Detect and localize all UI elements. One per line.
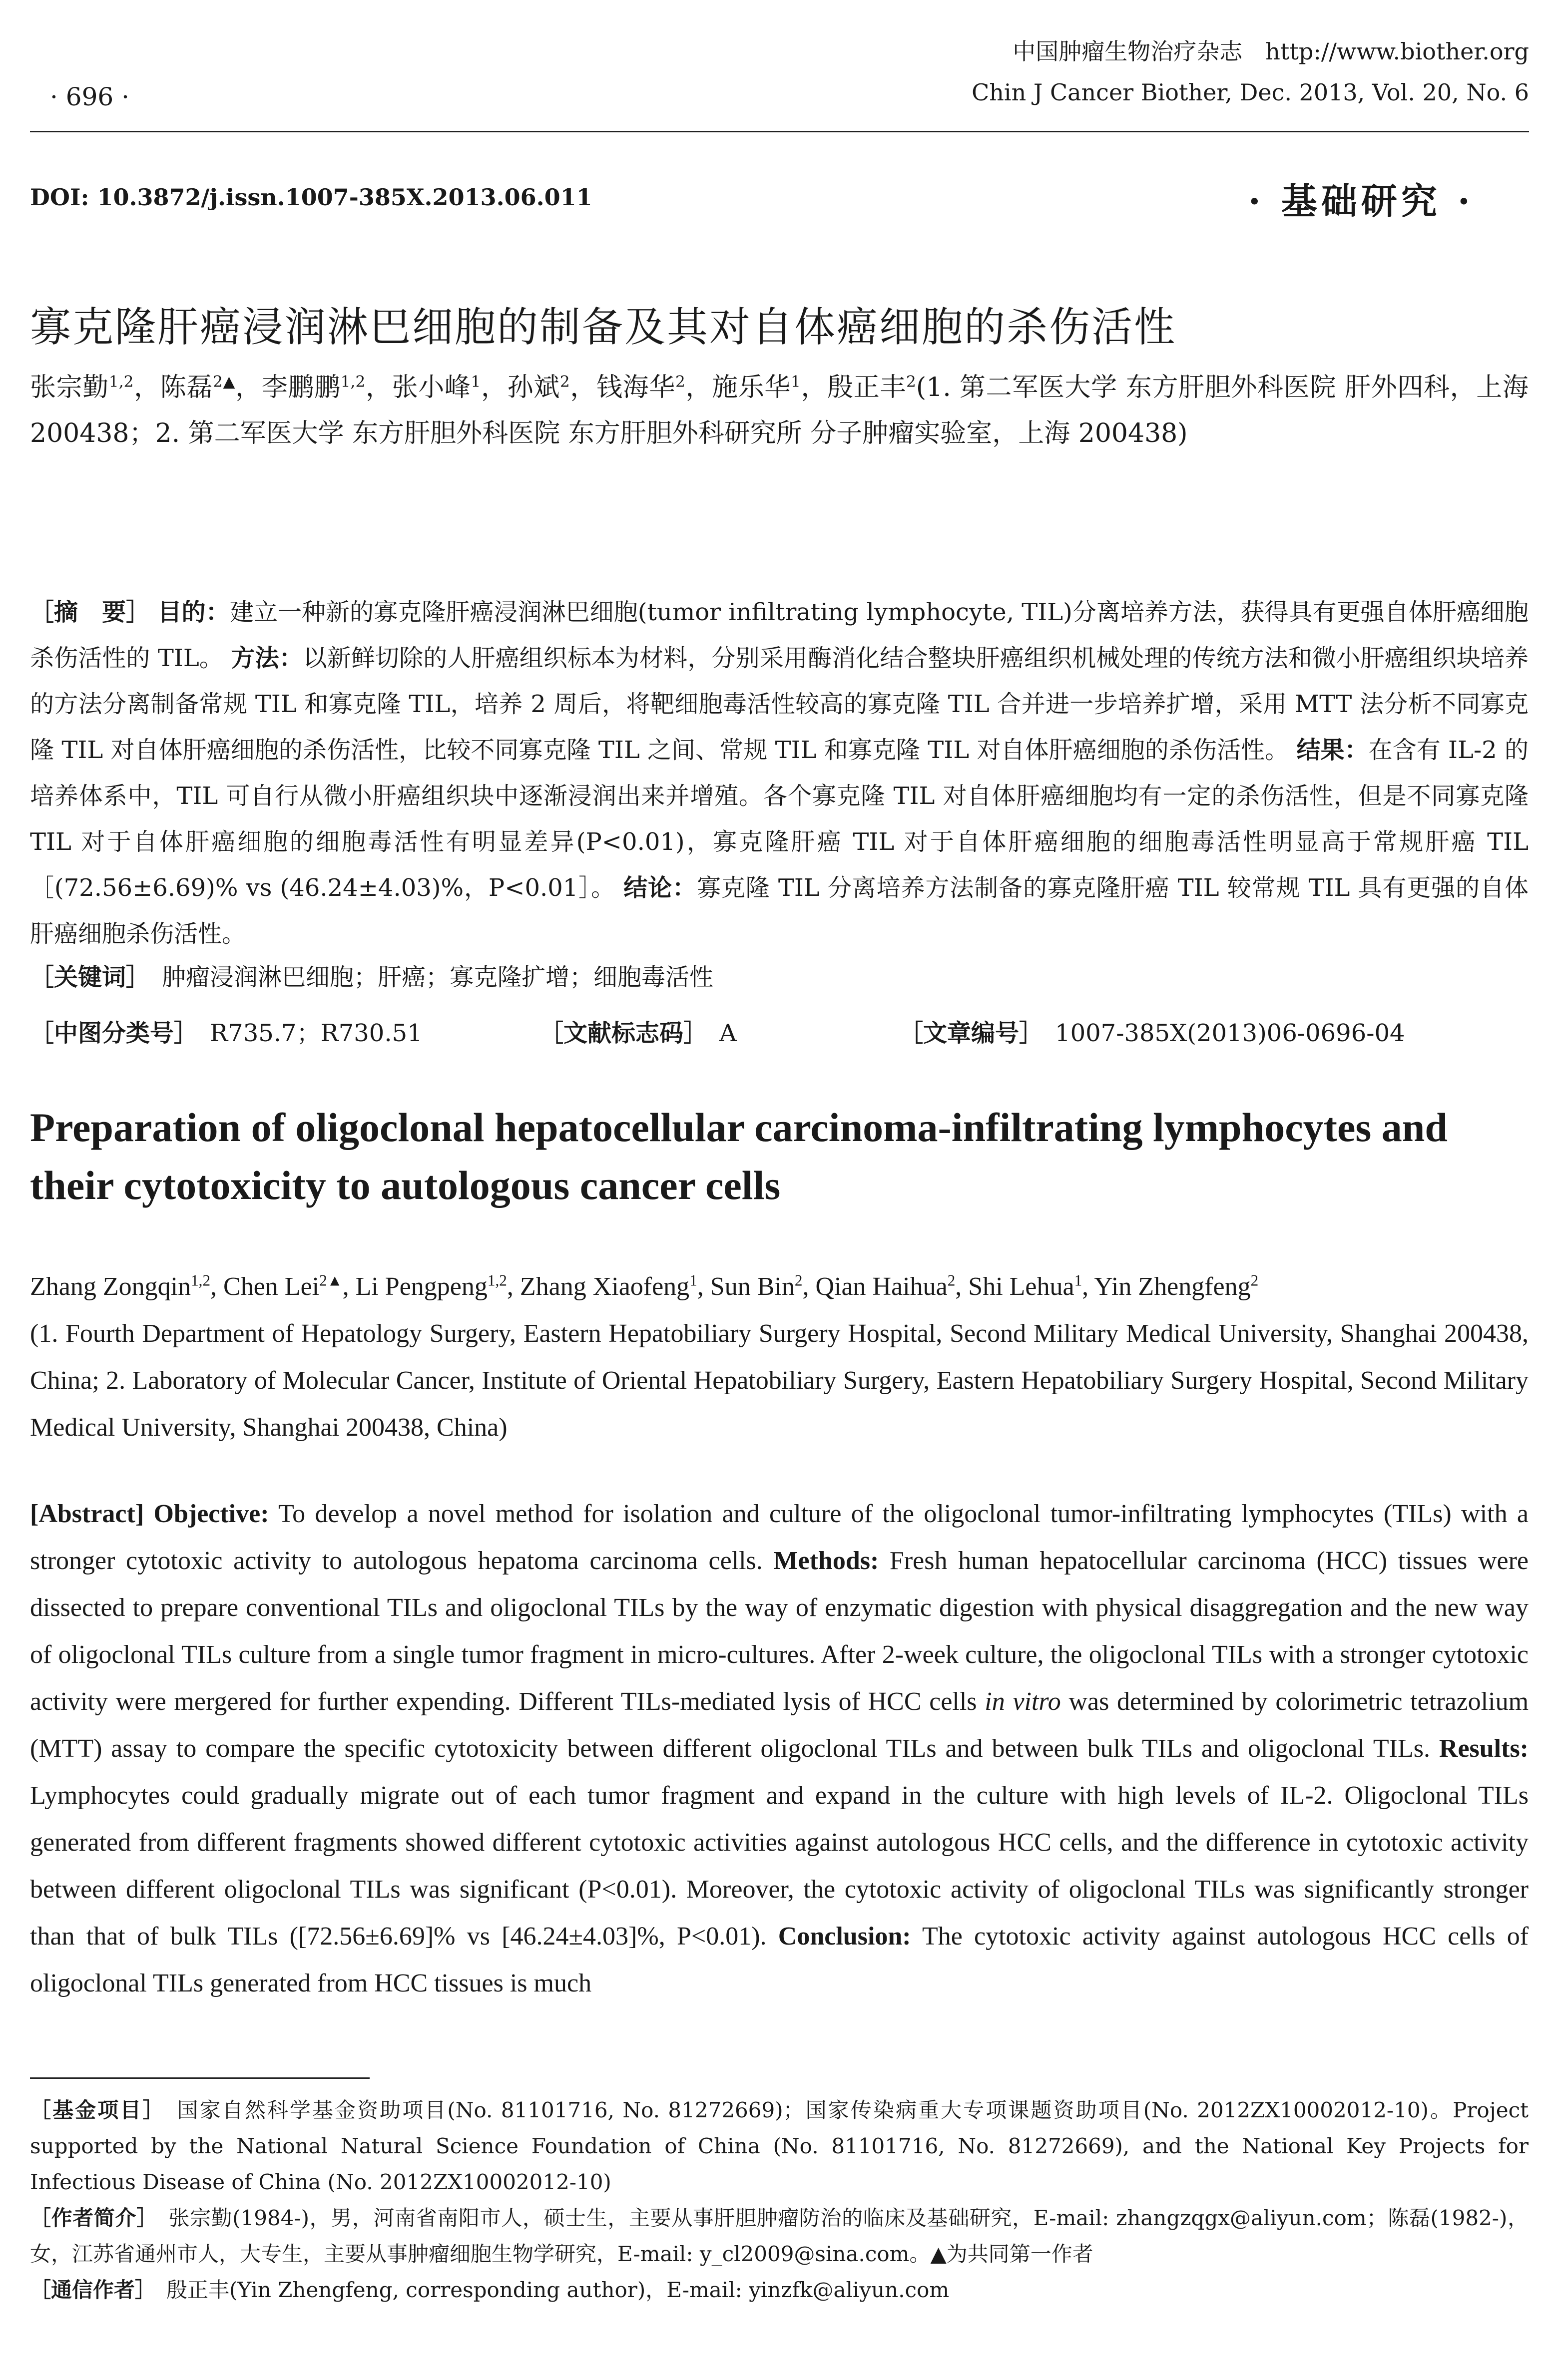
author-affiliation-mark: 2▲ (213, 373, 236, 391)
conclusion-label: 结论： (623, 874, 697, 902)
corresponding-note (30, 2272, 1529, 2308)
section-label: · 基础研究 · (1248, 180, 1474, 222)
results-text: 在含有 IL-2 的培养体系中，TIL 可自行从微小肝癌组织块中逐渐浸润出来并增殖。各个寡克隆 TIL 对自体肝癌细胞均有一定的杀伤活性，但是不同寡克隆 TIL 对于自体肝癌细胞的细胞毒活性有明显差异(P<0.01)，寡克隆肝癌 TIL 对于自体肝癌细胞的细胞毒活性明显高于常规肝癌 TIL［(72.56±6.69)% vs (46.24±4.03)%，P<0.01］。 (30, 736, 1529, 902)
chinese-affiliation: (1. 第二军医大学 东方肝胆外科医院 肝外四科，上海 200438；2. 第二军医大学 东方肝胆外科医院 东方肝胆外科研究所 分子肿瘤实验室，上海 200438) (30, 373, 1529, 448)
methods-text: 以新鲜切除的人肝癌组织标本为材料，分别采用酶消化结合整块肝癌组织机械处理的传统方法和微小肝癌组织块培养的方法分离制备常规 TIL 和寡克隆 TIL，培养 2 周后，将靶细胞毒活性较高的寡克隆 TIL 合并进一步培养扩增，采用 MTT 法分析不同寡克隆 TIL 对自体肝癌细胞的杀伤活性，比较不同寡克隆 TIL 之间、常规 TIL 和寡克隆 TIL 对自体肝癌细胞的杀伤活性。 (30, 644, 1529, 764)
author-affiliation-mark: 2 (794, 1271, 803, 1289)
author-affiliation-mark: 1,2 (191, 1271, 211, 1289)
author-bio-text: 张宗勤(1984-)，男，河南省南阳市人，硕士生，主要从事肝胆肿瘤防治的临床及基础研究，E-mail: zhangzqgx@aliyun.com；陈磊(1982-)，女，江苏省通州市人，大专生，主要从事肿瘤细胞生物学研究，E-mail: y_cl2009@sina.com。▲为共同第一作者 (30, 2206, 1529, 2266)
author-affiliation-mark: 1 (1074, 1271, 1082, 1289)
author-affiliation-mark: 1,2 (108, 373, 134, 391)
author-affiliation-mark: 2▲ (319, 1271, 343, 1289)
results-label: Results: (1439, 1734, 1529, 1763)
doc-code-label: ［文献标志码］ (539, 1019, 696, 1047)
chinese-abstract (30, 589, 1529, 957)
keywords-label: ［关键词］ (30, 963, 138, 991)
fund-note (30, 2092, 1529, 2200)
page-number: · 696 · (50, 82, 130, 111)
author-name: 张宗勤 (30, 373, 109, 402)
author-affiliation-mark: 1,2 (340, 373, 366, 391)
footnote-rule (30, 2077, 370, 2079)
author-name: Li Pengpeng (355, 1272, 488, 1301)
objective-text: 建立一种新的寡克隆肝癌浸润淋巴细胞(tumor infiltrating lymphocyte, TIL)分离培养方法，获得具有更强自体肝癌细胞杀伤活性的 TIL。 (30, 598, 1529, 672)
header-rule (30, 131, 1529, 132)
conclusion-text: The cytotoxic activity against autologous HCC cells of oligoclonal TILs generated from HCC tissues is much (30, 1922, 1529, 1997)
classification-row (30, 1014, 1529, 1049)
clc-item (30, 1014, 423, 1048)
results-text: Lymphocytes could gradually migrate out of each tumor fragment and expand in the culture with high levels of IL-2. Oligoclonal TILs generated from different fragments showed different cytotoxic activities against autologous HCC cells, and the difference in cytotoxic activity between different oligoclonal TILs was significant (P<0.01). Moreover, the cytotoxic activity of oligoclonal TILs was significantly stronger than that of bulk TILs ([72.56±6.69]% vs [46.24±4.03]%, P<0.01). (30, 1781, 1529, 1951)
author-affiliation-mark: 2 (906, 373, 916, 391)
author-affiliation-mark: 1 (790, 373, 801, 391)
author-name: 钱海华 (596, 373, 675, 402)
conclusion-text: 寡克隆 TIL 分离培养方法制备的寡克隆肝癌 TIL 较常规 TIL 具有更强的自体肝癌细胞杀伤活性。 (30, 874, 1529, 948)
author-name: 孙斌 (507, 373, 560, 402)
conclusion-label: Conclusion: (778, 1922, 911, 1951)
chinese-authors: 张宗勤$^{1,2}$，陈磊$^{2▲}$，李鹏鹏$^{1,2}$，张小峰$^1$，孙斌$^2$，钱海华$^2$，施乐华$^1$，殷正丰$^2$(1. 第二军医大学 东方肝胆外科医院 肝外四科，上海 200438；2. 第二军医大学 东方肝胆外科医院 东方肝胆外科研究所 分子肿瘤实验室，上海 200438) (30, 373, 1529, 448)
author-note (30, 2200, 1529, 2272)
author-name: 张小峰 (392, 373, 471, 402)
doc-code-value: A (719, 1019, 737, 1047)
abstract-label: ［摘 要］ (30, 598, 150, 626)
results-label: 结果： (1296, 736, 1369, 764)
author-affiliation-mark: 1,2 (487, 1271, 507, 1289)
author-name: Zhang Zongqin (30, 1272, 191, 1301)
author-name: 殷正丰 (827, 373, 907, 402)
doi: DOI: 10.3872/j.issn.1007-385X.2013.06.011 (30, 184, 592, 211)
article-no-label: ［文章编号］ (899, 1019, 1032, 1047)
corresponding-text: 殷正丰(Yin Zhengfeng, corresponding author)，E-mail: yinzfk@aliyun.com (166, 2278, 950, 2302)
methods-italic: in vitro (985, 1687, 1061, 1716)
keywords (30, 958, 713, 992)
article-no-value: 1007-385X(2013)06-0696-04 (1055, 1019, 1405, 1047)
english-abstract (30, 1491, 1529, 2007)
author-name: Sun Bin (710, 1272, 795, 1301)
author-name: Yin Zhengfeng (1094, 1272, 1251, 1301)
footnotes (30, 2092, 1529, 2308)
author-affiliation-mark: 1 (689, 1271, 697, 1289)
author-affiliation-mark: 2 (675, 373, 685, 391)
objective-label: 目的： (157, 598, 230, 626)
methods-label: Methods: (773, 1547, 879, 1575)
clc-value: R735.7；R730.51 (210, 1019, 423, 1047)
author-name: Zhang Xiaofeng (520, 1272, 690, 1301)
fund-text: 国家自然科学基金资助项目(No. 81101716, No. 81272669)；国家传染病重大专项课题资助项目(No. 2012ZX10002012-10)。Project supported by the National Natural Science Foundation of China (No. 81101716, No. 81272669), and the National Key Projects for Infectious Disease of China (No. 2012ZX10002012-10) (30, 2098, 1529, 2194)
journal-header (972, 31, 1529, 113)
methods-text-cont: was determined by colorimetric tetrazolium (MTT) assay to compare the specific cytotoxicity between different oligoclonal TILs and between bulk TILs and oligoclonal TILs. (30, 1687, 1529, 1763)
objective-text: To develop a novel method for isolation and culture of the oligoclonal tumor-infiltrating lymphocytes (TILs) with a stronger cytotoxic activity to autologous hepatoma carcinoma cells. (30, 1500, 1529, 1575)
journal-citation-en: Chin J Cancer Biother, Dec. 2013, Vol. 20, No. 6 (972, 79, 1529, 106)
keywords-text: 肿瘤浸润淋巴细胞；肝癌；寡克隆扩增；细胞毒活性 (162, 963, 714, 991)
methods-text: Fresh human hepatocellular carcinoma (HCC) tissues were dissected to prepare conventional TILs and oligoclonal TILs by the way of enzymatic digestion with physical disaggregation and the new way of oligoclonal TILs culture from a single tumor fragment in micro-cultures. After 2-week culture, the oligoclonal TILs with a stronger cytotoxic activity were mergered for further expending. Different TILs-mediated lysis of HCC cells (30, 1547, 1529, 1716)
author-name: Qian Haihua (815, 1272, 948, 1301)
chinese-title: 寡克隆肝癌浸润淋巴细胞的制备及其对自体癌细胞的杀伤活性 (30, 304, 1177, 351)
abstract-label: [Abstract] (30, 1500, 144, 1528)
english-authors: Zhang Zongqin$^{1,2}$, Chen Lei$^{2▲}$, Li Pengpeng$^{1,2}$, Zhang Xiaofeng$^1$, Sun Bin$^2$, Qian Haihua$^2$, Shi Lehua$^1$, Yin Zhengfeng$^2$ (1. Fourth Department of Hepatology Surgery, Eastern Hepatobiliary Surgery Hospital, Second Military Medical University, Shanghai 200438, China; 2. Laboratory of Molecular Cancer, Institute of Oriental Hepatobiliary Surgery, Eastern Hepatobiliary Surgery Hospital, Second Military Medical University, Shanghai 200438, China) (30, 1271, 1529, 1442)
journal-name-cn: 中国肿瘤生物治疗杂志 http://www.biother.org (1013, 38, 1529, 65)
author-name: 施乐华 (712, 373, 791, 402)
author-affiliation-mark: 2 (947, 1271, 956, 1289)
author-name: 陈磊 (160, 373, 213, 402)
doc-code-item (539, 1014, 737, 1048)
objective-label: Objective: (153, 1500, 269, 1528)
author-name: Chen Lei (223, 1272, 320, 1301)
author-affiliation-mark: 2 (559, 373, 570, 391)
author-affiliation-mark: 1 (471, 373, 481, 391)
author-bio-label: ［作者简介］ (30, 2206, 147, 2230)
corresponding-label: ［通信作者］ (30, 2278, 146, 2302)
article-no-item (899, 1014, 1405, 1048)
author-affiliation-mark: 2 (1250, 1271, 1259, 1289)
author-name: 李鹏鹏 (261, 373, 341, 402)
author-name: Shi Lehua (968, 1272, 1074, 1301)
english-title: Preparation of oligoclonal hepatocellular carcinoma-infiltrating lymphocytes and their cytotoxicity to autologous cancer cells (30, 1105, 1448, 1208)
methods-label: 方法： (231, 644, 303, 672)
english-affiliation: (1. Fourth Department of Hepatology Surgery, Eastern Hepatobiliary Surgery Hospital, Second Military Medical University, Shanghai 200438, China; 2. Laboratory of Molecular Cancer, Institute of Oriental Hepatobiliary Surgery, Eastern Hepatobiliary Surgery Hospital, Second Military Medical University, Shanghai 200438, China) (30, 1319, 1529, 1442)
clc-label: ［中图分类号］ (30, 1019, 186, 1047)
fund-label: ［基金项目］ (30, 2098, 155, 2122)
